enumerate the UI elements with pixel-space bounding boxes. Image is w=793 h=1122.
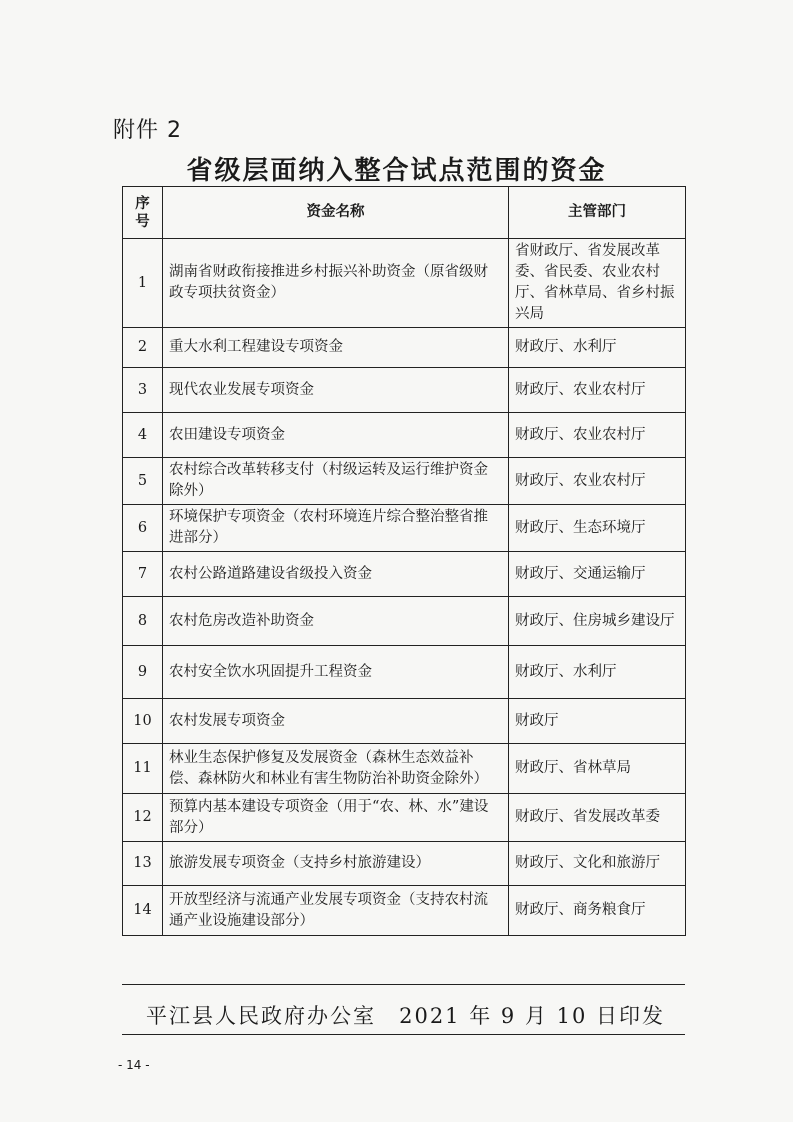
- fund-name: 农村公路道路建设省级投入资金: [163, 552, 509, 597]
- managing-department: 财政厅、省发展改革委: [509, 794, 686, 842]
- fund-name: 农村发展专项资金: [163, 699, 509, 744]
- fund-name: 旅游发展专项资金（支持乡村旅游建设）: [163, 842, 509, 886]
- row-number: 10: [123, 699, 163, 744]
- table-row: [123, 552, 686, 597]
- row-number: 14: [123, 886, 163, 936]
- table-row: [123, 744, 686, 794]
- header-no: [123, 187, 163, 239]
- table-row: [123, 794, 686, 842]
- funds-table: [122, 186, 686, 936]
- row-number: 11: [123, 744, 163, 794]
- row-number: 13: [123, 842, 163, 886]
- table-row: [123, 699, 686, 744]
- table-row: [123, 842, 686, 886]
- table-header-row: [123, 187, 686, 239]
- print-date: 2021 年 9 月 10 日印发: [399, 1004, 665, 1028]
- table-body: [123, 239, 686, 936]
- header-dept: 主管部门: [509, 187, 686, 239]
- fund-name: 农田建设专项资金: [163, 413, 509, 458]
- fund-name: 预算内基本建设专项资金（用于“农、林、水”建设部分）: [163, 794, 509, 842]
- table-row: [123, 368, 686, 413]
- managing-department: 财政厅、交通运输厅: [509, 552, 686, 597]
- row-number: 1: [123, 239, 163, 328]
- row-number: 7: [123, 552, 163, 597]
- managing-department: 财政厅、住房城乡建设厅: [509, 597, 686, 646]
- table-row: [123, 413, 686, 458]
- header-name: 资金名称: [163, 187, 509, 239]
- table-row: [123, 239, 686, 328]
- managing-department: 财政厅、生态环境厅: [509, 505, 686, 552]
- row-number: 8: [123, 597, 163, 646]
- table-row: [123, 597, 686, 646]
- row-number: 5: [123, 458, 163, 505]
- page-number: - 14 -: [118, 1058, 150, 1072]
- table-row: [123, 646, 686, 699]
- managing-department: 财政厅、省林草局: [509, 744, 686, 794]
- managing-department: 财政厅、农业农村厅: [509, 458, 686, 505]
- managing-department: 省财政厅、省发展改革委、省民委、农业农村厅、省林草局、省乡村振兴局: [509, 239, 686, 328]
- fund-name: 湖南省财政衔接推进乡村振兴补助资金（原省级财政专项扶贫资金）: [163, 239, 509, 328]
- managing-department: 财政厅、文化和旅游厅: [509, 842, 686, 886]
- attachment-label: 附件 2: [113, 118, 182, 143]
- header-no-text: 序号: [135, 195, 150, 230]
- fund-name: 重大水利工程建设专项资金: [163, 328, 509, 368]
- fund-name: 林业生态保护修复及发展资金（森林生态效益补偿、森林防火和林业有害生物防治补助资金除外）: [163, 744, 509, 794]
- managing-department: 财政厅: [509, 699, 686, 744]
- row-number: 6: [123, 505, 163, 552]
- fund-name: 农村综合改革转移支付（村级运转及运行维护资金除外）: [163, 458, 509, 505]
- table-row: [123, 886, 686, 936]
- fund-name: 农村安全饮水巩固提升工程资金: [163, 646, 509, 699]
- fund-name: 现代农业发展专项资金: [163, 368, 509, 413]
- fund-name: 环境保护专项资金（农村环境连片综合整治整省推进部分）: [163, 505, 509, 552]
- row-number: 9: [123, 646, 163, 699]
- table-row: [123, 505, 686, 552]
- issuer: 平江县人民政府办公室: [146, 1004, 376, 1028]
- footer-bottom-rule: [122, 1034, 685, 1035]
- managing-department: 财政厅、水利厅: [509, 646, 686, 699]
- row-number: 2: [123, 328, 163, 368]
- footer-top-rule: [122, 984, 685, 985]
- managing-department: 财政厅、水利厅: [509, 328, 686, 368]
- page-title: 省级层面纳入整合试点范围的资金: [186, 156, 607, 186]
- table-row: [123, 328, 686, 368]
- managing-department: 财政厅、农业农村厅: [509, 413, 686, 458]
- fund-name: 农村危房改造补助资金: [163, 597, 509, 646]
- managing-department: 财政厅、商务粮食厅: [509, 886, 686, 936]
- row-number: 4: [123, 413, 163, 458]
- row-number: 12: [123, 794, 163, 842]
- managing-department: 财政厅、农业农村厅: [509, 368, 686, 413]
- table-row: [123, 458, 686, 505]
- row-number: 3: [123, 368, 163, 413]
- fund-name: 开放型经济与流通产业发展专项资金（支持农村流通产业设施建设部分）: [163, 886, 509, 936]
